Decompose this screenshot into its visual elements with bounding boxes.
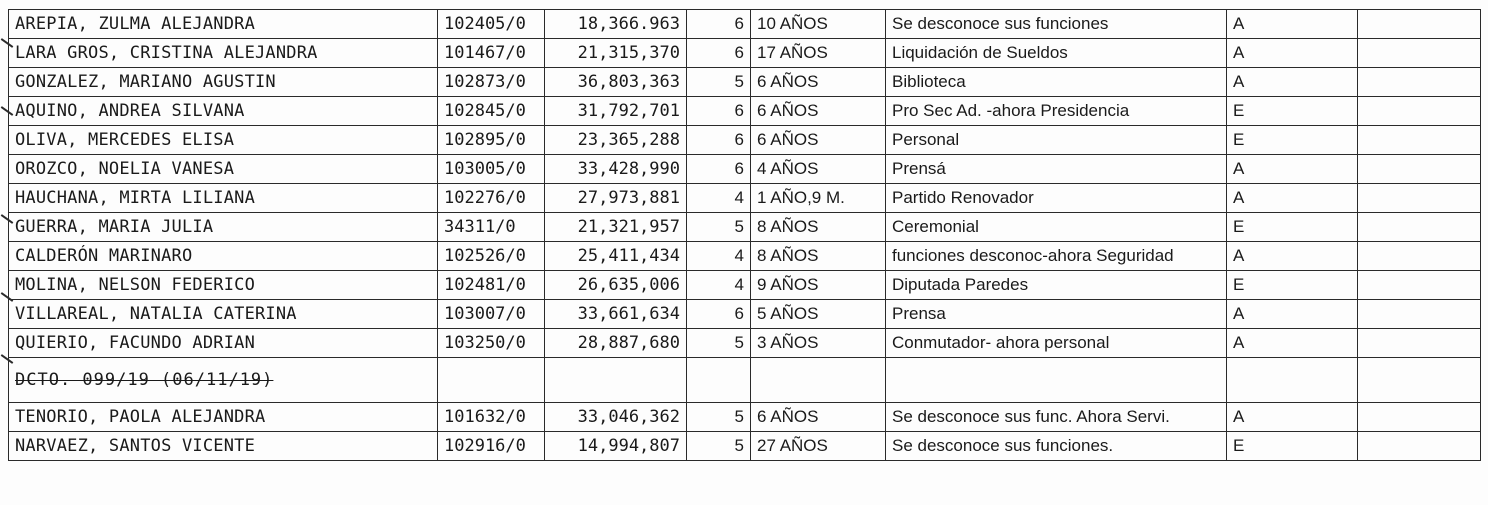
status-code: A: [1227, 329, 1358, 358]
blank-cell: [886, 358, 1227, 403]
seniority: 17 AÑOS: [751, 39, 886, 68]
legajo-number: 102916/0: [438, 432, 545, 461]
table-row: [9, 184, 1481, 213]
seniority: 4 AÑOS: [751, 155, 886, 184]
status-code: E: [1227, 126, 1358, 155]
seniority: 8 AÑOS: [751, 213, 886, 242]
table-body-upper: [9, 10, 1481, 358]
section-title: DCTO. 099/19 (06/11/19): [9, 358, 438, 403]
status-code: A: [1227, 184, 1358, 213]
dni-number: 21,321,957: [545, 213, 687, 242]
dni-number: 31,792,701: [545, 97, 687, 126]
legajo-number: 102405/0: [438, 10, 545, 39]
dni-number: 14,994,807: [545, 432, 687, 461]
seniority: 27 AÑOS: [751, 432, 886, 461]
status-code: A: [1227, 300, 1358, 329]
status-code: E: [1227, 97, 1358, 126]
status-code: A: [1227, 39, 1358, 68]
category: 4: [687, 271, 751, 300]
table-row: [9, 271, 1481, 300]
status-code: A: [1227, 68, 1358, 97]
table-row: [9, 97, 1481, 126]
blank-cell: [751, 358, 886, 403]
blank-cell: [1358, 39, 1481, 68]
table-row: [9, 432, 1481, 461]
status-code: A: [1227, 10, 1358, 39]
employee-name: OLIVA, MERCEDES ELISA: [9, 126, 438, 155]
status-code: E: [1227, 213, 1358, 242]
category: 6: [687, 39, 751, 68]
work-area: Partido Renovador: [886, 184, 1227, 213]
legajo-number: 102526/0: [438, 242, 545, 271]
employee-name: AQUINO, ANDREA SILVANA: [9, 97, 438, 126]
dni-number: 21,315,370: [545, 39, 687, 68]
seniority: 1 AÑO,9 M.: [751, 184, 886, 213]
blank-cell: [1358, 432, 1481, 461]
legajo-number: 102481/0: [438, 271, 545, 300]
legajo-number: 102845/0: [438, 97, 545, 126]
blank-cell: [1358, 242, 1481, 271]
employee-name: OROZCO, NOELIA VANESA: [9, 155, 438, 184]
status-code: E: [1227, 432, 1358, 461]
work-area: Prensá: [886, 155, 1227, 184]
employee-name: HAUCHANA, MIRTA LILIANA: [9, 184, 438, 213]
legajo-number: 102873/0: [438, 68, 545, 97]
employee-name: GUERRA, MARIA JULIA: [9, 213, 438, 242]
work-area: Biblioteca: [886, 68, 1227, 97]
blank-cell: [687, 358, 751, 403]
dni-number: 27,973,881: [545, 184, 687, 213]
category: 4: [687, 242, 751, 271]
legajo-number: 34311/0: [438, 213, 545, 242]
dni-number: 23,365,288: [545, 126, 687, 155]
blank-cell: [1227, 358, 1358, 403]
blank-cell: [1358, 97, 1481, 126]
seniority: 9 AÑOS: [751, 271, 886, 300]
table-row: [9, 403, 1481, 432]
dni-number: 33,046,362: [545, 403, 687, 432]
seniority: 3 AÑOS: [751, 329, 886, 358]
dni-number: 28,887,680: [545, 329, 687, 358]
legajo-number: 103005/0: [438, 155, 545, 184]
work-area: Se desconoce sus func. Ahora Servi.: [886, 403, 1227, 432]
seniority: 6 AÑOS: [751, 97, 886, 126]
dni-number: 26,635,006: [545, 271, 687, 300]
employee-name: NARVAEZ, SANTOS VICENTE: [9, 432, 438, 461]
status-code: A: [1227, 155, 1358, 184]
table-row: [9, 213, 1481, 242]
section-row: [9, 358, 1481, 403]
blank-cell: [1358, 213, 1481, 242]
blank-cell: [1358, 126, 1481, 155]
table-row: [9, 329, 1481, 358]
work-area: Personal: [886, 126, 1227, 155]
dni-number: 33,428,990: [545, 155, 687, 184]
status-code: E: [1227, 271, 1358, 300]
work-area: Ceremonial: [886, 213, 1227, 242]
seniority: 6 AÑOS: [751, 126, 886, 155]
table-row: [9, 68, 1481, 97]
personnel-table: [8, 9, 1481, 461]
blank-cell: [1358, 358, 1481, 403]
blank-cell: [545, 358, 687, 403]
table-row: [9, 242, 1481, 271]
blank-cell: [1358, 329, 1481, 358]
dni-number: 33,661,634: [545, 300, 687, 329]
category: 5: [687, 68, 751, 97]
blank-cell: [1358, 10, 1481, 39]
work-area: Diputada Paredes: [886, 271, 1227, 300]
section-header-body: [9, 358, 1481, 403]
dni-number: 25,411,434: [545, 242, 687, 271]
dni-number: 36,803,363: [545, 68, 687, 97]
legajo-number: 101467/0: [438, 39, 545, 68]
blank-cell: [438, 358, 545, 403]
category: 6: [687, 155, 751, 184]
blank-cell: [1358, 403, 1481, 432]
work-area: Se desconoce sus funciones: [886, 10, 1227, 39]
work-area: Pro Sec Ad. -ahora Presidencia: [886, 97, 1227, 126]
blank-cell: [1358, 68, 1481, 97]
category: 5: [687, 213, 751, 242]
work-area: Se desconoce sus funciones.: [886, 432, 1227, 461]
category: 6: [687, 126, 751, 155]
category: 6: [687, 97, 751, 126]
employee-name: VILLAREAL, NATALIA CATERINA: [9, 300, 438, 329]
table-row: [9, 300, 1481, 329]
blank-cell: [1358, 271, 1481, 300]
table-row: [9, 155, 1481, 184]
dni-number: 18,366.963: [545, 10, 687, 39]
legajo-number: 102276/0: [438, 184, 545, 213]
employee-name: CALDERÓN MARINARO: [9, 242, 438, 271]
category: 5: [687, 403, 751, 432]
table-row: [9, 126, 1481, 155]
category: 5: [687, 329, 751, 358]
table-body-lower: [9, 403, 1481, 461]
blank-cell: [1358, 300, 1481, 329]
employee-name: AREPIA, ZULMA ALEJANDRA: [9, 10, 438, 39]
seniority: 10 AÑOS: [751, 10, 886, 39]
category: 6: [687, 300, 751, 329]
legajo-number: 102895/0: [438, 126, 545, 155]
seniority: 5 AÑOS: [751, 300, 886, 329]
work-area: Conmutador- ahora personal: [886, 329, 1227, 358]
employee-name: TENORIO, PAOLA ALEJANDRA: [9, 403, 438, 432]
legajo-number: 103250/0: [438, 329, 545, 358]
seniority: 8 AÑOS: [751, 242, 886, 271]
blank-cell: [1358, 155, 1481, 184]
legajo-number: 101632/0: [438, 403, 545, 432]
category: 5: [687, 432, 751, 461]
work-area: Prensa: [886, 300, 1227, 329]
category: 4: [687, 184, 751, 213]
blank-cell: [1358, 184, 1481, 213]
employee-name: QUIERIO, FACUNDO ADRIAN: [9, 329, 438, 358]
seniority: 6 AÑOS: [751, 403, 886, 432]
legajo-number: 103007/0: [438, 300, 545, 329]
employee-name: LARA GROS, CRISTINA ALEJANDRA: [9, 39, 438, 68]
employee-name: GONZALEZ, MARIANO AGUSTIN: [9, 68, 438, 97]
status-code: A: [1227, 242, 1358, 271]
work-area: Liquidación de Sueldos: [886, 39, 1227, 68]
work-area: funciones desconoc-ahora Seguridad: [886, 242, 1227, 271]
status-code: A: [1227, 403, 1358, 432]
seniority: 6 AÑOS: [751, 68, 886, 97]
table-row: [9, 10, 1481, 39]
employee-name: MOLINA, NELSON FEDERICO: [9, 271, 438, 300]
table-row: [9, 39, 1481, 68]
category: 6: [687, 10, 751, 39]
